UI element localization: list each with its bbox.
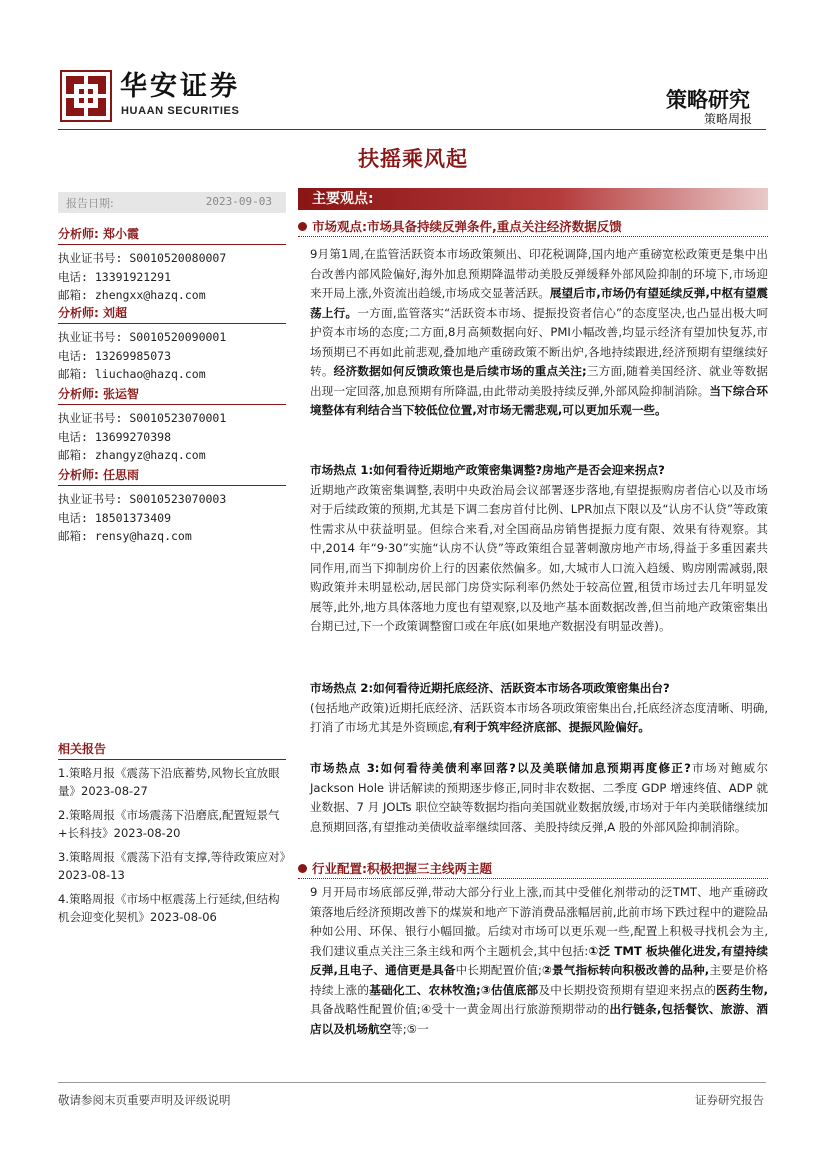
paragraph-industry: 9 月开局市场底部反弹,带动大部分行业上涨,而其中受催化剂带动的泛TMT、地产重磅政策落地后经济预期改善下的煤炭和地产下游消费品涨幅居前,此前市场下跌过程中的避险品种如公用、环保、银行小幅回撤。后续对市场可以更乐观一些,配置上积极寻找机会为主,我们建议重点关注三条主线和两个主题机会,其中包括:①泛 TMT 板块催化进发,有望持续反弹,且电子、通信更是具备中长期配置价值;②景气指标转向积极改善的品种,主要是价格持续上涨的基础化工、农林牧渔;③估值底部及中长期投资预期有望迎来拐点的医药生物,具备战略性配置价值;④受十一黄金周出行旅游预期带动的出行链条,包括餐饮、旅游、酒店以及机场航空等;⑤一	[310, 885, 769, 1036]
brand-name-cn: 华安证券	[120, 71, 240, 102]
header-divider	[58, 129, 766, 130]
analyst-cert: 执业证书号: S0010520080007	[58, 251, 227, 265]
analyst-email: 邮箱: rensy@hazq.com	[58, 529, 192, 543]
report-subcategory: 策略周报	[703, 112, 752, 126]
hotspot-question: 市场热点 3:如何看待美债利率回落?以及美联储加息预期再度修正?	[310, 761, 691, 775]
section-divider	[298, 236, 768, 237]
analyst-cert: 执业证书号: S0010523070001	[58, 411, 227, 425]
analyst-name: 分析师: 刘超	[58, 304, 286, 324]
footer-divider	[58, 1082, 766, 1083]
footer-report-type: 证券研究报告	[695, 1093, 764, 1107]
section-heading-market-view: 市场观点:市场具备持续反弹条件,重点关注经济数据反馈	[298, 217, 770, 235]
analyst-email: 邮箱: zhangyz@hazq.com	[58, 448, 206, 462]
analyst-phone: 电话: 13269985073	[58, 348, 172, 363]
bullet-dot-icon	[298, 864, 307, 873]
bullet-dot-icon	[298, 222, 307, 231]
analyst-block	[58, 225, 286, 305]
analyst-email: 邮箱: liuchao@hazq.com	[58, 367, 206, 381]
key-points-banner: 主要观点:	[298, 188, 768, 210]
analyst-name: 分析师: 郑小霞	[58, 225, 286, 245]
page-title: 扶摇乘风起	[358, 147, 468, 171]
footer-disclaimer: 敬请参阅末页重要声明及评级说明	[58, 1093, 231, 1107]
paragraph-hotspot-1: 市场热点 1:如何看待近期地产政策密集调整?房地产是否会迎来拐点? 近期地产政策密集调整,表明中央政治局会议部署逐步落地,有望提振购房者信心以及市场对于后续政策的预期,尤其是下调二套房首付比例、LPR加点下限以及“认房不认贷”等政策性需求从中获益明显。但综合来看,对全国商品房销售提振力度有限、效果有待观察。其中,2014 年“9·30”实施“认房不认贷”等政策组合显著刺激房地产市场,得益于多重因素共同作用,而当下抑制房价上行的因素依然偏多。如,大城市人口流入趋缓、购房刚需减弱,限购政策并未明显松动,居民部门房贷实际利率仍然处于较高位置,租赁市场过去几年明显发展等,此外,地方具体落地力度也有望观察,以及地产基本面数据改善,但当前地产政策密集出台期已过,下一个政策调整窗口或在年底(如果地产数据没有明显改善)。	[310, 463, 768, 633]
related-report-link[interactable]: 2.策略周报《市场震荡下沿磨底,配置短景气+长科技》2023-08-20	[58, 808, 280, 840]
analyst-cert: 执业证书号: S0010523070003	[58, 492, 227, 506]
analyst-phone: 电话: 13699270398	[58, 429, 172, 444]
analyst-phone: 电话: 13391921291	[58, 269, 172, 284]
related-reports-list	[58, 764, 290, 932]
analyst-block	[58, 304, 286, 384]
report-category: 策略研究	[666, 88, 750, 112]
hotspot-question: 市场热点 1:如何看待近期地产政策密集调整?房地产是否会迎来拐点?	[310, 463, 665, 477]
analyst-cert: 执业证书号: S0010520090001	[58, 330, 227, 344]
hotspot-question: 市场热点 2:如何看待近期托底经济、活跃资本市场各项政策密集出台?	[310, 681, 670, 695]
analyst-name: 分析师: 任思雨	[58, 466, 286, 486]
analyst-phone: 电话: 18501373409	[58, 510, 172, 525]
report-date-bar	[58, 192, 286, 213]
analyst-email: 邮箱: zhengxx@hazq.com	[58, 288, 206, 302]
analyst-block	[58, 385, 286, 465]
related-reports-heading: 相关报告	[58, 740, 286, 760]
paragraph-market-view: 9月第1周,在监管活跃资本市场政策频出、印花税调降,国内地产重磅宽松政策更是集中出台改善内部风险偏好,海外加息预期降温带动美股反弹缓释外部风险抑制的环境下,市场迎来开局上涨,外资流出趋缓,市场成交显著活跃。展望后市,市场仍有望延续反弹,中枢有望震荡上行。一方面,监管落实“活跃资本市场、提振投资者信心”的态度坚决,也凸显出极大呵护资本市场的态度;二方面,8月高频数据向好、PMI小幅改善,均显示经济有望加快复苏,市场预期已不再如此前悲观,叠加地产重磅政策不断出炉,各地持续跟进,经济预期有望继续好转。经济数据如何反馈政策也是后续市场的重点关注;三方面,随着美国经济、就业等数据出现一定回落,加息预期有所降温,由此带动美股持续反弹,外部风险抑制消除。当下综合环境整体有利结合当下较低位位置,对市场无需悲观,可以更加乐观一些。	[310, 247, 768, 417]
brand-name-en: HUAAN SECURITIES	[121, 105, 240, 117]
analyst-name: 分析师: 张运智	[58, 385, 286, 405]
report-date-label: 报告日期:	[66, 197, 114, 210]
section-divider	[298, 878, 768, 879]
huaan-logo-icon	[60, 70, 112, 122]
analyst-block	[58, 466, 286, 546]
report-date-value: 2023-09-03	[205, 195, 272, 208]
related-report-link[interactable]: 3.策略周报《震荡下沿有支撑,等待政策应对》2023-08-13	[58, 850, 286, 882]
related-report-link[interactable]: 1.策略月报《震荡下沿底蓄势,风物长宜放眼量》2023-08-27	[58, 766, 280, 798]
paragraph-hotspot-2: 市场热点 2:如何看待近期托底经济、活跃资本市场各项政策密集出台? (包括地产政策)近期托底经济、活跃资本市场各项政策密集出台,托底经济态度清晰、明确,打消了市场尤其是外资顾虑,有利于筑牢经济底部、提振风险偏好。	[310, 681, 768, 734]
paragraph-hotspot-3: 市场热点 3:如何看待美债利率回落?以及美联储加息预期再度修正?市场对鲍威尔 Jackson Hole 讲话解读的预期逐步修正,同时非农数据、二季度 GDP 增速终值、ADP 就业数据、7 月 JOLTs 职位空缺等数据均指向美国就业数据放缓,市场对于年内美联储继续加息预期回落,有望推动美债收益率继续回落、美股持续反弹,A 股的外部风险抑制消除。	[310, 761, 768, 834]
section-heading-industry: 行业配置:积极把握三主线两主题	[298, 859, 770, 877]
related-report-link[interactable]: 4.策略周报《市场中枢震荡上行延续,但结构机会迎变化契机》2023-08-06	[58, 892, 280, 924]
